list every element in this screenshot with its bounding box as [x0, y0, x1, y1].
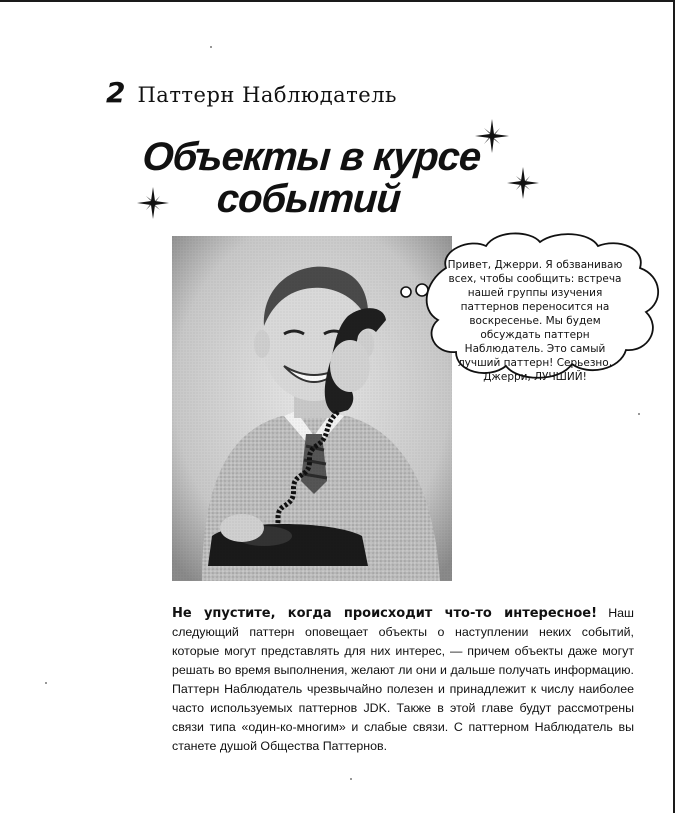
scan-speck — [45, 682, 47, 684]
speech-bubble-text: Привет, Джерри. Я обзваниваю всех, чтобы сообщить: встреча нашей группы изучения паттернов переносится на воскресенье. Мы будем обсуждать паттерн Наблюдатель. Это самый лучший паттерн! Серьезно, Джерри, ЛУЧШИЙ! — [447, 259, 623, 383]
sparkle-star-icon — [506, 166, 540, 200]
sparkle-star-icon — [136, 186, 170, 220]
sparkle-star-icon — [474, 118, 510, 154]
page-title-line-2: событий — [215, 177, 402, 221]
chapter-title: Паттерн Наблюдатель — [137, 83, 397, 107]
scan-speck — [210, 46, 212, 48]
page-title-line-1: Объекты в курсе — [141, 135, 482, 179]
scan-speck — [350, 778, 352, 780]
chapter-number: 2 — [106, 76, 126, 109]
scan-speck — [638, 413, 640, 415]
chapter-intro-paragraph — [172, 604, 634, 756]
intro-lead: Не упустите, когда происходит что-то интересное! — [172, 606, 598, 621]
chapter-heading — [106, 76, 397, 109]
page-title — [117, 136, 503, 220]
intro-text: Наш следующий паттерн оповещает объекты о наступлении неких событий, которые могут представлять для них интерес, — причем объекты даже могут решать во время выполнения, желают ли они и дальше получать информацию. Паттерн Наблюдатель чрезвычайно полезен и принадлежит к числу наиболее часто используемых паттернов JDK. Также в этой главе будут рассмотрены связи типа «один-ко-многим» и слабые связи. С паттерном Наблюдатель вы станете душой Общества Паттернов. — [172, 606, 634, 753]
